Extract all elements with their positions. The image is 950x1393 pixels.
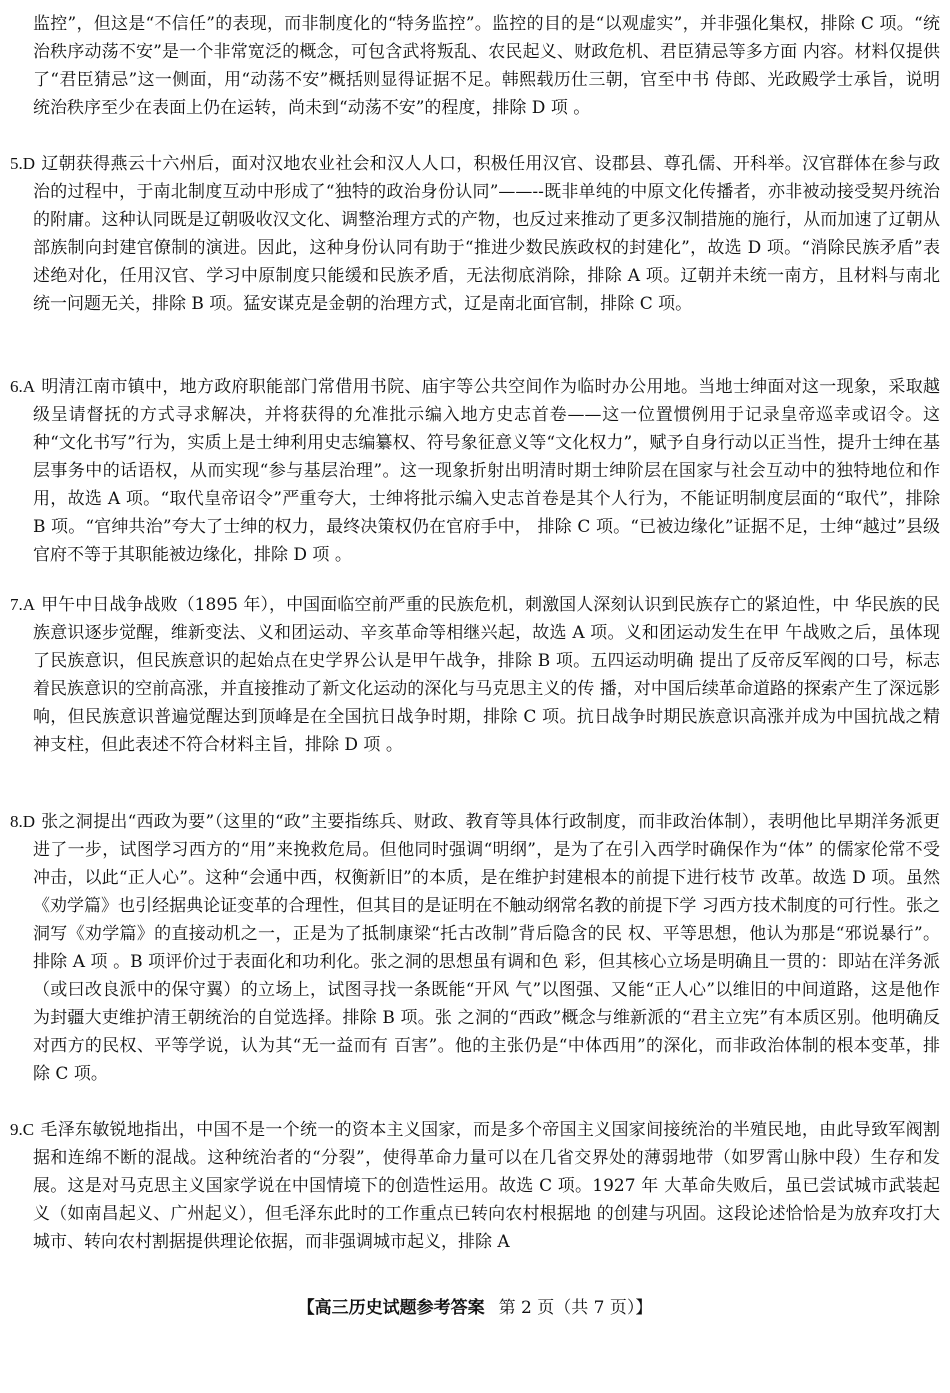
answer-item-9 [10, 1116, 940, 1256]
answer-number: 8.D [10, 812, 36, 831]
answer-item-8 [10, 808, 940, 1088]
answer-explanation: 辽朝获得燕云十六州后，面对汉地农业社会和汉人人口，积极任用汉官、设郡县、尊孔儒、开科举。汉官群体在参与政治的过程中，于南北制度互动中形成了“独特的政治身份认同”——--既非单纯的中原文化传播者，亦非被动接受契丹统治的附庸。这种认同既是辽朝吸收汉文化、调整治理方式的产物，也反过来推动了更多汉制措施的施行，从而加速了辽朝从部族制向封建官僚制的演进。因此，这种身份认同有助于“推进少数民族政权的封建化”，故选 D 项。“消除民族矛盾”表述绝对化，任用汉官、学习中原制度只能缓和民族矛盾，无法彻底消除，排除 A 项。辽朝并未统一南方，且材料与南北统一问题无关，排除 B 项。猛安谋克是金朝的治理方式，辽是南北面官制，排除 C 项。 [33, 154, 940, 314]
answer-explanation: 毛泽东敏锐地指出，中国不是一个统一的资本主义国家，而是多个帝国主义国家间接统治的半殖民地，由此导致军阀割据和连绵不断的混战。这种统治者的“分裂”，使得革命力量可以在几省交界处的薄弱地带（如罗霄山脉中段）生存和发展。这是对马克思主义国家学说在中国情境下的创造性运用。故选 C 项。1927 年 大革命失败后，虽已尝试城市武装起义（如南昌起义、广州起义），但毛泽东此时的工作重点已转向农村根据地 的创建与巩固。这段论述恰恰是为放弃攻打大城市、转向农村割据提供理论依据，而非强调城市起义，排除 A [33, 1120, 940, 1252]
answer-explanation: 明清江南市镇中，地方政府职能部门常借用书院、庙宇等公共空间作为临时办公用地。当地士绅面对这一现象，采取越级呈请督抚的方式寻求解决，并将获得的允准批示编入地方史志首卷——这一位置惯例用于记录皇帝巡幸或诏令。这种“文化书写”行为，实质上是士绅利用史志编纂权、符号象征意义等“文化权力”，赋予自身行动以正当性，提升士绅在基层事务中的话语权，从而实现“参与基层治理”。这一现象折射出明清时期士绅阶层在国家与社会互动中的独特地位和作用，故选 A 项。“取代皇帝诏令”严重夸大，士绅将批示编入史志首卷是其个人行为，不能证明制度层面的“取代”，排除 B 项。“官绅共治”夸大了士绅的权力，最终决策权仍在官府手中， 排除 C 项。“已被边缘化”证据不足，士绅“越过”县级官府不等于其职能被边缘化，排除 D 项 。 [33, 377, 940, 565]
answer-number: 5.D [10, 154, 36, 173]
answer-number: 7.A [10, 595, 36, 614]
page-footer [0, 1294, 950, 1322]
answer-explanation: 张之洞提出“西政为要”（这里的“政”主要指练兵、财政、教育等具体行政制度，而非政治体制），表明他比早期洋务派更进了一步，试图学习西方的“用”来挽救危局。但他同时强调“明纲”，是为了在引入西学时确保作为“体” 的儒家伦常不受冲击，以此“正人心”。这种“会通中西，权衡新旧”的本质，是在维护封建根本的前提下进行枝节 改革。故选 D 项。虽然《劝学篇》也引经据典论证变革的合理性，但其目的是证明在不触动纲常名教的前提下学 习西方技术制度的可行性。张之洞写《劝学篇》的直接动机之一，正是为了抵制康梁“托古改制”背后隐含的民 权、平等思想，他认为那是“邪说暴行”。排除 A 项 。B 项评价过于表面化和功利化。张之洞的思想虽有调和色 彩，但其核心立场是明确且一贯的：即站在洋务派（或曰改良派中的保守翼）的立场上，试图寻找一条既能“开风 气”以图强、又能“正人心”以维旧的中间道路，这是他作为封疆大吏维护清王朝统治的自觉选择。排除 B 项。张 之洞的“西政”概念与维新派的“君主立宪”有本质区别。他明确反对西方的民权、平等学说，认为其“无一益而有 百害”。他的主张仍是“中体西用”的深化，而非政治体制的根本变革，排除 C 项。 [33, 812, 940, 1084]
answer-item-5 [10, 150, 940, 318]
answer-number: 6.A [10, 377, 36, 396]
footer-title: 【高三历史试题参考答案 [297, 1298, 485, 1318]
answer-item-6 [10, 373, 940, 569]
answer-item-7 [10, 591, 940, 759]
continuation-paragraph: 监控”，但这是“不信任”的表现，而非制度化的“特务监控”。监控的目的是“以观虚实”，并非强化集权，排除 C 项。“统治秩序动荡不安”是一个非常宽泛的概念，可包含武将叛乱、农民起义、财政危机、君臣猜忌等多方面 内容。材料仅提供了“君臣猜忌”这一侧面，用“动荡不安”概括则显得证据不足。韩熙载历仕三朝，官至中书 侍郎、光政殿学士承旨，说明统治秩序至少在表面上仍在运转，尚未到“动荡不安”的程度，排除 D 项 。 [33, 14, 940, 118]
answer-explanation: 甲午中日战争战败（1895 年），中国面临空前严重的民族危机，刺激国人深刻认识到民族存亡的紧迫性，中 华民族的民族意识逐步觉醒，维新变法、义和团运动、辛亥革命等相继兴起，故选 A 项。义和团运动发生在甲 午战败之后，虽体现了民族意识，但民族意识的起始点在史学界公认是甲午战争，排除 B 项。五四运动明确 提出了反帝反军阀的口号，标志着民族意识的空前高涨，并直接推动了新文化运动的深化与马克思主义的传 播，对中国后续革命道路的探索产生了深远影响，但民族意识普遍觉醒达到顶峰是在全国抗日战争时期，排除 C 项。抗日战争时期民族意识高涨并成为中国抗战之精神支柱，但此表述不符合材料主旨，排除 D 项 。 [33, 595, 940, 755]
footer-page-number: 第 2 页（共 7 页）】 [498, 1298, 653, 1318]
answer-number: 9.C [10, 1120, 35, 1139]
